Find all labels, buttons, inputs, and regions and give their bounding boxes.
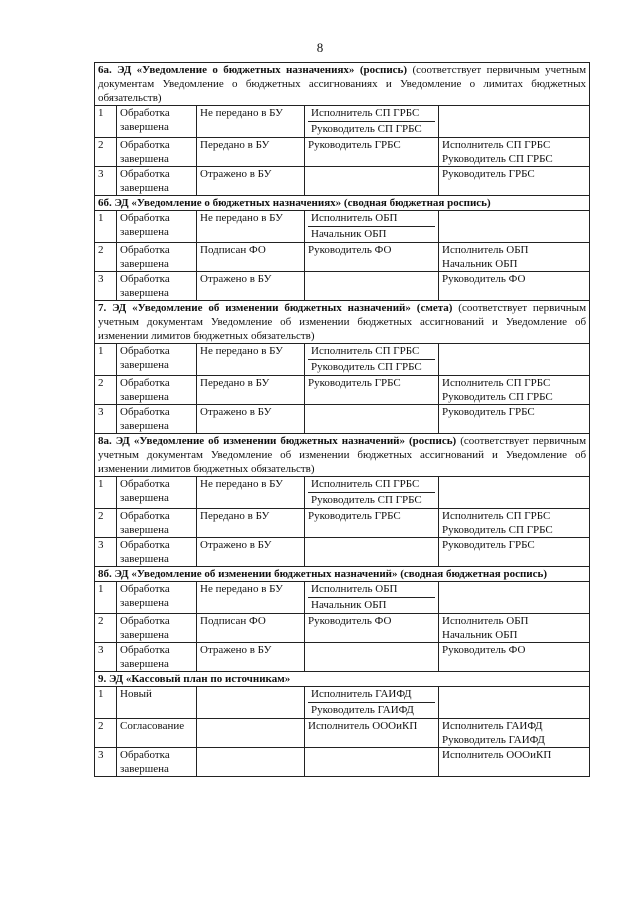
table-row [95,748,590,777]
checker-role: Руководитель СП ГРБС [442,153,553,165]
signers-cell [305,167,439,196]
table-row [95,376,590,405]
status-cell: Обработка завершена [117,405,197,434]
section-header [95,63,590,106]
section-title: 8а. ЭД «Уведомление об изменении бюджетных назначений» (роспись) [98,435,457,447]
checker-role: Исполнитель ГАИФД [442,720,543,732]
signer-role: Руководитель ФО [308,244,392,256]
signer-role: Исполнитель ОООиКП [308,720,418,732]
accounting-status-cell: Не передано в БУ [197,477,305,509]
checkers-cell [439,376,590,405]
checker-role: Руководитель ФО [442,644,526,656]
signer-role: Руководитель СП ГРБС [308,359,435,375]
checkers-cell [439,477,590,509]
checker-role: Исполнитель ОООиКП [442,749,552,761]
row-number: 2 [95,243,117,272]
signers-cell [305,376,439,405]
signers-cell [305,477,439,509]
section-header-row [95,63,590,106]
row-number: 2 [95,138,117,167]
table-row [95,719,590,748]
section-header [95,672,590,687]
row-number: 2 [95,509,117,538]
signer-role: Исполнитель СП ГРБС [311,107,420,119]
table-row [95,582,590,614]
signer-role: Начальник ОБП [308,226,435,242]
signer-role: Исполнитель СП ГРБС [311,345,420,357]
signers-cell [305,211,439,243]
table-row [95,167,590,196]
row-number: 3 [95,538,117,567]
accounting-status-cell: Отражено в БУ [197,643,305,672]
signers-cell [305,509,439,538]
status-cell: Обработка завершена [117,748,197,777]
table-row [95,477,590,509]
status-cell: Новый [117,687,197,719]
table-row [95,538,590,567]
checker-role: Руководитель ГРБС [442,406,535,418]
table-row [95,138,590,167]
signer-role: Руководитель ФО [308,615,392,627]
signers-cell [305,614,439,643]
status-cell: Обработка завершена [117,509,197,538]
section-header-row [95,567,590,582]
section-title: 8б. ЭД «Уведомление об изменении бюджетных назначений» (сводная бюджетная роспись) [98,568,547,580]
checkers-cell [439,538,590,567]
checkers-cell [439,719,590,748]
section-header-row [95,672,590,687]
accounting-status-cell [197,687,305,719]
signer-role: Руководитель ГАИФД [308,702,435,718]
signer-role: Исполнитель ОБП [311,212,398,224]
signers-cell [305,344,439,376]
checker-role: Руководитель СП ГРБС [442,524,553,536]
section-header-row [95,196,590,211]
row-number: 2 [95,719,117,748]
accounting-status-cell: Отражено в БУ [197,272,305,301]
signer-role: Руководитель ГРБС [308,377,401,389]
status-cell: Обработка завершена [117,167,197,196]
accounting-status-cell: Отражено в БУ [197,405,305,434]
accounting-status-cell: Не передано в БУ [197,211,305,243]
section-title: 6б. ЭД «Уведомление о бюджетных назначениях» (сводная бюджетная роспись) [98,197,491,209]
table-row [95,106,590,138]
accounting-status-cell [197,719,305,748]
status-cell: Обработка завершена [117,344,197,376]
signers-cell [305,106,439,138]
row-number: 3 [95,643,117,672]
checkers-cell [439,509,590,538]
signers-cell [305,272,439,301]
status-cell: Обработка завершена [117,243,197,272]
checker-role: Руководитель ГАИФД [442,734,545,746]
signer-role: Руководитель СП ГРБС [308,121,435,137]
accounting-status-cell: Не передано в БУ [197,344,305,376]
checkers-cell [439,643,590,672]
section-note: (соответствует первичным учетным документам Уведомление об изменении бюджетных ассигнований и Уведомление об изменении лимитов бюджетных обязательств) [98,302,587,342]
checker-role: Руководитель ГРБС [442,168,535,180]
status-cell: Обработка завершена [117,211,197,243]
checkers-cell [439,748,590,777]
table-row [95,405,590,434]
section-header-row [95,301,590,344]
checkers-cell [439,167,590,196]
signers-cell [305,719,439,748]
table-row [95,687,590,719]
checkers-cell [439,405,590,434]
status-cell: Обработка завершена [117,272,197,301]
signers-cell [305,687,439,719]
table-row [95,272,590,301]
accounting-status-cell [197,748,305,777]
checkers-cell [439,138,590,167]
checker-role: Исполнитель ОБП [442,244,529,256]
status-cell: Согласование [117,719,197,748]
row-number: 3 [95,748,117,777]
row-number: 1 [95,344,117,376]
signer-role: Исполнитель СП ГРБС [311,478,420,490]
checker-role: Начальник ОБП [442,629,518,641]
signers-cell [305,243,439,272]
checker-role: Руководитель СП ГРБС [442,391,553,403]
table-row [95,243,590,272]
table-row [95,614,590,643]
checker-role: Исполнитель СП ГРБС [442,139,551,151]
row-number: 1 [95,477,117,509]
checker-role: Исполнитель ОБП [442,615,529,627]
row-number: 2 [95,614,117,643]
checkers-cell [439,272,590,301]
signers-cell [305,405,439,434]
section-title: 7. ЭД «Уведомление об изменении бюджетных назначений» (смета) [98,302,453,314]
table-row [95,643,590,672]
accounting-status-cell: Передано в БУ [197,376,305,405]
accounting-status-cell: Передано в БУ [197,138,305,167]
checkers-cell [439,106,590,138]
signer-role: Руководитель ГРБС [308,510,401,522]
table-row [95,509,590,538]
document-status-table [94,62,590,777]
accounting-status-cell: Подписан ФО [197,614,305,643]
accounting-status-cell: Отражено в БУ [197,167,305,196]
status-cell: Обработка завершена [117,643,197,672]
checkers-cell [439,344,590,376]
status-cell: Обработка завершена [117,138,197,167]
checker-role: Исполнитель СП ГРБС [442,377,551,389]
signers-cell [305,538,439,567]
checkers-cell [439,687,590,719]
checker-role: Руководитель ФО [442,273,526,285]
signers-cell [305,582,439,614]
checker-role: Исполнитель СП ГРБС [442,510,551,522]
signer-role: Исполнитель ОБП [311,583,398,595]
row-number: 1 [95,687,117,719]
section-header [95,567,590,582]
row-number: 3 [95,167,117,196]
section-header [95,434,590,477]
checkers-cell [439,243,590,272]
section-header-row [95,434,590,477]
checker-role: Начальник ОБП [442,258,518,270]
status-cell: Обработка завершена [117,538,197,567]
signers-cell [305,643,439,672]
row-number: 3 [95,405,117,434]
row-number: 1 [95,106,117,138]
signer-role: Руководитель СП ГРБС [308,492,435,508]
status-cell: Обработка завершена [117,582,197,614]
accounting-status-cell: Не передано в БУ [197,582,305,614]
row-number: 1 [95,211,117,243]
table-row [95,344,590,376]
status-cell: Обработка завершена [117,477,197,509]
status-cell: Обработка завершена [117,106,197,138]
page-number: 8 [316,40,324,55]
section-note: (соответствует первичным учетным документам Уведомление об изменении бюджетных ассигнований и Уведомление об изменении лимитов бюджетных обязательств) [98,435,587,475]
table-body [95,63,590,777]
accounting-status-cell: Подписан ФО [197,243,305,272]
section-title: 6а. ЭД «Уведомление о бюджетных назначениях» (роспись) [98,64,408,76]
accounting-status-cell: Не передано в БУ [197,106,305,138]
checkers-cell [439,211,590,243]
accounting-status-cell: Отражено в БУ [197,538,305,567]
table-row [95,211,590,243]
signers-cell [305,748,439,777]
status-cell: Обработка завершена [117,376,197,405]
status-cell: Обработка завершена [117,614,197,643]
section-header [95,301,590,344]
section-note: (соответствует первичным учетным документам Уведомление о бюджетных ассигнованиях и Уведомление о лимитах бюджетных обязательств) [98,64,587,104]
signer-role: Руководитель ГРБС [308,139,401,151]
accounting-status-cell: Передано в БУ [197,509,305,538]
signer-role: Исполнитель ГАИФД [311,688,412,700]
checkers-cell [439,614,590,643]
checkers-cell [439,582,590,614]
row-number: 2 [95,376,117,405]
signers-cell [305,138,439,167]
section-header [95,196,590,211]
row-number: 1 [95,582,117,614]
row-number: 3 [95,272,117,301]
checker-role: Руководитель ГРБС [442,539,535,551]
signer-role: Начальник ОБП [308,597,435,613]
section-title: 9. ЭД «Кассовый план по источникам» [98,673,291,685]
